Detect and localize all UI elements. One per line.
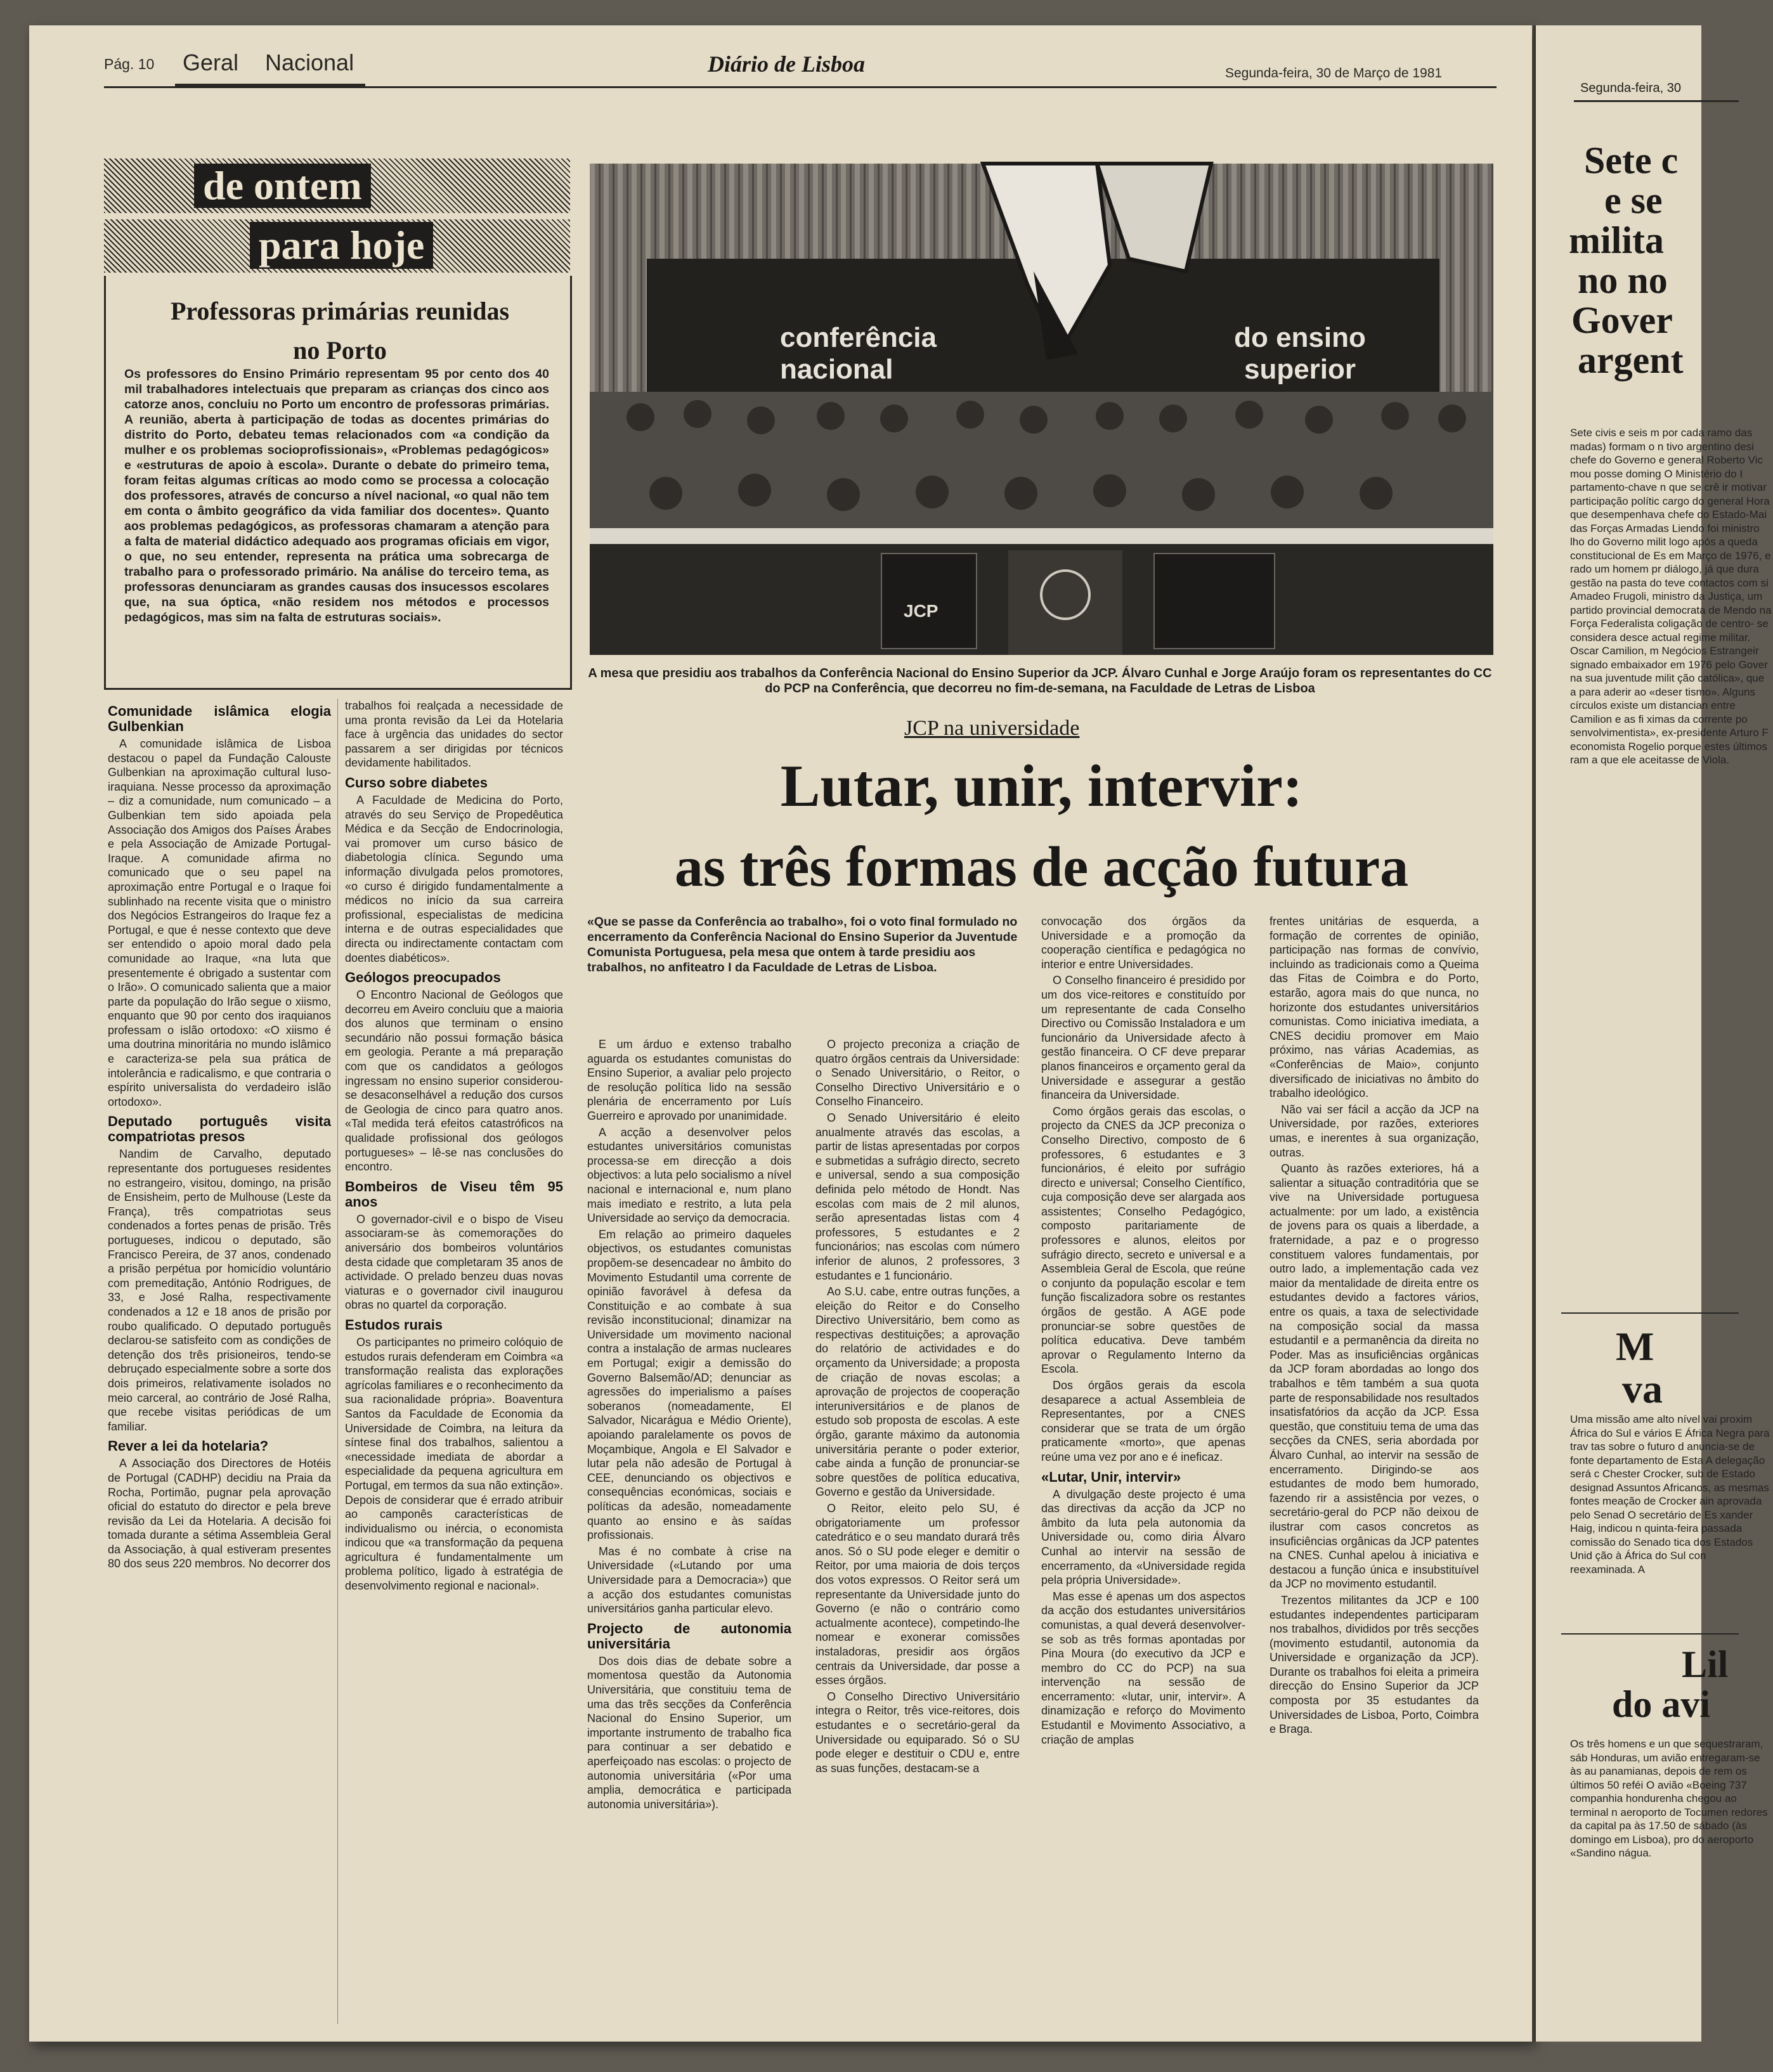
brief-title: Estudos rurais xyxy=(345,1316,443,1333)
article-paragraph: O Reitor, eleito pelo SU, é obrigatoriamente um professor catedrático e o seu mandato durará três anos. Só o SU pode eleger e demitir o Reitor, por uma maioria de dois terços dos votos expressos. O Reitor será um representante da Universidade junto do Governo (e não o contrário como actualmente acontece), competindo-lhe nomear e exonerar comissões instaladoras, presidir aos órgãos centrais da Universidade, dar posse a esses órgãos. xyxy=(815,1502,1020,1687)
strip-article-2: Uma missão ame alto nível vai proxim África do Sul e vários E África Negra para trav tas sobre o futuro d anuncia-se de fonte departamento de Esta A delegação será c Chester Crocker, sub de Estado designad Assuntos Africanos, as mesmas fontes meação de Crocker ain aprovada pelo Senad O secretário de Es xander Haig, indicou n quinta-feira passada comissão do Senado tica dos Estados Unid ção à África do Sul con reexaminada. A xyxy=(1570,1413,1770,1576)
section-label-geral: Geral xyxy=(183,49,239,75)
article-headline-line2: as três formas de acção futura xyxy=(674,836,1409,898)
briefs-column-left xyxy=(108,699,331,2043)
brief-body: Nandim de Carvalho, deputado representante dos portugueses residentes no estrangeiro, visitou, domingo, na prisão de Ensisheim, perto de Mulhouse (Leste da França), três compatriotas seus condenados a fortes penas de prisão. Três portugueses, indicou o deputado, são Francisco Pereira, de 37 anos, condenado a prisão perpétua por homicídio voluntário com premeditação, António Rodrigues, de 33, e José Ralha, respectivamente condenados a 12 e 18 anos de prisão por roubo qualificado. O deputado português declarou-se satisfeito com as condições de detenção dos três prisioneiros, tendo-se debruçado especialmente sobre a sorte dos dois primeiros, relativamente isolados no meio carceral, ao contrário de José Ralha, que recebe visitas periódicas de um familiar. xyxy=(108,1148,331,1433)
headline-line: Sete c xyxy=(1584,139,1679,181)
header-rule-accent xyxy=(175,84,365,87)
newspaper-page xyxy=(29,25,1532,2042)
photo-banner-text-right: do ensino superior xyxy=(1234,322,1366,385)
brief-body: A Faculdade de Medicina do Porto, através do seu Serviço de Propedêutica Médica e da Secção de Endocrinologia, vai promover um curso básico de diabetologia clínica. Segundo uma informação divulgada pelos promotores, «o curso é dirigido fundamentalmente a médicos no início da sua carreira profissional, especialistas de medicina interna e de outras especialidades que directa ou indirectamente contactam com doentes diabéticos». xyxy=(345,793,563,964)
brief-bombeiros xyxy=(345,1179,563,1312)
brief-body: O Encontro Nacional de Geólogos que decorreu em Aveiro concluiu que a maioria dos alunos que terminam o ensino secundário não possui formação básica em geologia. Perante a má preparação com que os candidatos a geólogos ingressam no ensino superior considerou-se desaconselhável a redução dos cursos de Geologia de cinco para quatro anos. «Tal medida terá efeitos catastróficos na qualidade profissional dos geólogos portugueses» – lê-se nas conclusões do encontro. xyxy=(345,988,563,1174)
headline-line: Gover xyxy=(1571,299,1673,341)
article-paragraph: A acção a desenvolver pelos estudantes universitários comunistas processa-se em direcção a dois objectivos: a luta pelo socialismo a nível nacional e internacional e, num plano mais imediato e restrito, a luta pela Universidade ao serviço da democracia. xyxy=(587,1125,791,1225)
article-paragraph: A divulgação deste projecto é uma das directivas da acção da JCP no âmbito da luta pela autonomia da Universidade ou, como diria Álvaro Cunhal ao intervir na sessão de encerramento, da «Universidade regida pela própria Universidade». xyxy=(1041,1487,1245,1587)
adjacent-page-strip xyxy=(1536,25,1772,2042)
article-column-2 xyxy=(815,1037,1020,2039)
brief-body: A Associação dos Directores de Hotéis de Portugal (CADHP) decidiu na Praia da Rocha, Portimão, pugnar pela aprovação oficial do estatuto do director e pela breve revisão da Lei da Hotelaria. A decisão foi tomada durante a sétima Assembleia Geral da Associação, à qual estiveram presentes 80 dos seus 220 membros. No decorrer dos xyxy=(108,1457,331,1570)
strip-divider xyxy=(1561,1312,1739,1314)
article-paragraph: Dos órgãos gerais da escola desaparece a actual Assembleia de Representantes, por a CNES considerar que se trata de um órgão praticamente «morto», que apenas reúne uma vez por ano e é ineficaz. xyxy=(1041,1379,1245,1463)
headline-line: va xyxy=(1622,1366,1663,1412)
brief-geologos xyxy=(345,970,563,1174)
brief-deputy xyxy=(108,1114,331,1434)
section-label-nacional: Nacional xyxy=(265,49,354,75)
article-paragraph: Mas esse é apenas um dos aspectos da acção dos estudantes universitários comunistas, a qual deverá desenvolver-se sob as três formas apontadas por Pina Moura (do executivo da JCP e membro do CC do PCP) na sua intervenção na sessão de encerramento: «lutar, unir, intervir». A dinamização e reforço do Movimento Estudantil e Movimento Associativo, a criação de amplas xyxy=(1041,1590,1245,1746)
article-column-1 xyxy=(587,1037,791,2039)
strip-article-3: Os três homens e un que sequestraram, sáb Honduras, um avião entregaram-se às au panamianas, depois de rem os últimos 50 reféi O avião «Boeing 737 companhia hondurenha chegou ao terminal n aeroporto de Tocumen redores da capital pa às 17.50 de sábado (às domingo em Lisboa), pro do aeroporto «Sandino nágua. xyxy=(1570,1738,1768,1859)
headline-line: Lil xyxy=(1682,1643,1729,1685)
article-paragraph: Como órgãos gerais das escolas, o projecto da CNES da JCP preconiza o Conselho Directivo, composto de 6 professores, 6 estudantes e 3 funcionários, é eleito por sufrágio directo e universal; Conselho Científico, cuja composição deve ser alargada aos assistentes; Conselho Pedagógico, composto paritariamente de professores e alunos, eleitos por sufrágio directo, secreto e universal e a Assembleia Geral de Escola, que reúne o conjunto da população escolar e tem função fiscalizadora sobre os restantes órgãos de gestão. A AGE pode pronunciar-se sobre questões de política educativa. Deve também aprovar o Regulamento Interno da Escola. xyxy=(1041,1104,1245,1376)
photo-caption: A mesa que presidiu aos trabalhos da Conferência Nacional do Ensino Superior da JCP. Álvaro Cunhal e Jorge Araújo foram os representantes do CC do PCP na Conferência, que decorreu no fim-de-semana, na Faculdade de Letras de Lisboa xyxy=(588,666,1492,696)
headline-line: argent xyxy=(1578,339,1684,381)
headline-line: e se xyxy=(1604,179,1663,221)
photo-banner-text-left: conferência nacional xyxy=(780,322,937,385)
brief-islamic xyxy=(108,704,331,1109)
headline-line: M xyxy=(1616,1324,1654,1369)
brief-title: Curso sobre diabetes xyxy=(345,774,488,791)
banner-label-line2: para hoje xyxy=(250,222,433,269)
lead-body: Os professores do Ensino Primário representam 95 por cento dos 40 mil trabalhadores intelectuais que preparam as crianças dos cinco aos catorze anos, concluiu no Porto um encontro de professoras primárias. A reunião, aberta à participação de todas as docentes primárias do distrito do Porto, debateu temas relacionados com «a condição da mulher e os problemas socioprofissionais», «Problemas pedagógicos» e «estruturas de apoio à escola». Durante o debate do primeiro tema, foram feitas algumas críticas ao modo como se processa a colocação dos professores, através de concurso a nível nacional, «o qual não tem em conta o âmbito geográfico da vida familiar dos docentes». Quanto aos problemas pedagógicos, as professoras chamaram a atenção para a falta de material didáctico adequado aos programas oficiais em vigor, o que, no seu entender, representa na prática uma sobrecarga de trabalho para o professorado primário. Na análise do terceiro tema, as professoras denunciaram as grandes causas dos insucessos escolares que, na sua óptica, «não residem nos métodos e processos pedagógicos, mas sim na falta de estruturas sociais». xyxy=(124,367,549,625)
conference-photo xyxy=(590,164,1493,655)
brief-hotelaria xyxy=(108,1439,331,1571)
article-paragraph: O projecto preconiza a criação de quatro órgãos centrais da Universidade: o Senado Universitário, o Reitor, o Conselho Directivo Universitário e o Conselho Financeiro. xyxy=(815,1038,1020,1108)
article-column-4 xyxy=(1270,914,1479,2039)
lead-title: Professoras primárias reunidas no Porto xyxy=(170,297,510,365)
issue-date: Segunda-feira, 30 de Março de 1981 xyxy=(1225,66,1443,81)
strip-headline-2 xyxy=(1616,1325,1663,1410)
article-paragraph: O Senado Universitário é eleito anualmente através das escolas, a partir de listas apresentadas por corpos e submetidas a sufrágio directo, secreto e universal, sendo a sua composição definida pelo método de Hondt. Nas escolas com mais de 2 mil alunos, serão apresentadas listas com 4 professores, 5 estudantes e 2 funcionários; nas escolas com número inferior de alunos, 2 professores, 3 estudantes e 1 funcionário. xyxy=(815,1111,1020,1282)
banner-label-line1: de ontem xyxy=(194,164,371,208)
brief-body: Os participantes no primeiro colóquio de estudos rurais defenderam em Coimbra «a transformação realista das explorações agrícolas familiares e o reconhecimento da sua racionalidade própria». Boaventura Santos da Faculdade de Economia da Universidade de Coimbra, na leitura da síntese final dos trabalhos, salientou a «necessidade imediata de abordar a especialidade da pequena agricultura em Portugal, em termos da sua não extinção». Depois de considerar que é errado atribuir ao camponês características de individualismo ou inércia, o economista indicou que «a transformação da pequena agricultura é fundamentalmente um problema político, ligado à estratégia de desenvolvimento regional e nacional». xyxy=(345,1335,563,1593)
brief-title: Rever a lei da hotelaria? xyxy=(108,1438,269,1454)
conference-photo-drawing xyxy=(590,164,1493,655)
masthead-logo: Diário de Lisboa xyxy=(708,51,865,77)
article-paragraph: convocação dos órgãos da Universidade e a promoção da cooperação científica e pedagógica no interior e entre Universidades. xyxy=(1041,915,1245,971)
article-paragraph: Trezentos militantes da JCP e 100 estudantes independentes participaram nos trabalhos, divididos por três secções (movimento estudantil, autonomia da Universidade e organização da JCP). Durante os trabalhos foi eleita a primeira direcção do Ensino Superior da JCP composta por 35 estudantes da Universidades de Lisboa, Porto, Coimbra e Braga. xyxy=(1270,1593,1479,1736)
headline-line: no no xyxy=(1578,259,1668,301)
strip-headline-3 xyxy=(1612,1645,1728,1725)
article-kicker: JCP na universidade xyxy=(904,716,1080,740)
strip-article-1: Sete civis e seis m por cada ramo das madas) formam o n tivo argentino desi chefe do Governo e general Roberto Vic mou posse doming O Ministério do I partamento-chave n que se crê ir motivar participação polític cargo do general Hora que desempenhava chefe do Estado-Mai das Forças Armadas Liendo foi ministro lho do Governo milit logo após a queda constitucional de Es em Março de 1976, e rado um homem pr diálogo, já que dura gestão na pasta do teve contactos com si Amadeo Frugoli, ministro da Justiça, um partido provincial democrata de Mendo na Força Federalista coligação de centro- se considera desce actual regime militar. Oscar Camilion, m Negócios Estrangeir signado embaixador em 1976 pelo Gover na sua juventude milit ção católica», que a para aderir ao «deser tismo». Alguns círculos existe um distancian entre Camilion e as fi ximas da corrente po senvolvimentista», ex-presidente Arturo F economista Rogelio porque estes últimos ram a que ele aceitasse de Viola. xyxy=(1570,427,1772,766)
article-paragraph: frentes unitárias de esquerda, a formação de correntes de opinião, participação nas formas de convívio, incluindo as tradicionais como a Queima das Fitas de Coimbra e do Porto, estarão, agora mais do que nunca, no horizonte dos estudantes universitários comunistas. Como iniciativa imediata, a CNES decidiu promover em Maio próximo, nas várias Academias, as «Conferências de Maio», conjunto diversificado de iniciativas no âmbito do trabalho ideológico. xyxy=(1270,915,1479,1100)
strip-headline-1 xyxy=(1569,141,1684,380)
brief-title: Comunidade islâmica elogia Gulbenkian xyxy=(108,703,331,734)
article-paragraph: E um árduo e extenso trabalho aguarda os estudantes comunistas do Ensino Superior, a avaliar pelo projecto de resolução política lido na sessão plenária de encerramento por Luís Guerreiro e aprovado por unanimidade. xyxy=(587,1038,791,1122)
article-lead: «Que se passe da Conferência ao trabalho», foi o voto final formulado no encerramento da Conferência Nacional do Ensino Superior da Juventude Comunista Portuguesa, pela mesa que ontem à tarde presidiu aos trabalhos, no anfiteatro I da Faculdade de Letras de Lisboa. xyxy=(587,915,1018,974)
brief-estudos-rurais xyxy=(345,1318,563,1593)
article-headline-line1: Lutar, unir, intervir: xyxy=(780,753,1303,819)
headline-line: milita xyxy=(1569,219,1664,261)
article-subheading: «Lutar, Unir, intervir» xyxy=(1041,1468,1181,1485)
page-number: Pág. 10 xyxy=(104,56,155,72)
column-divider xyxy=(337,699,338,2024)
strip-rule xyxy=(1574,100,1739,102)
brief-title: Deputado português visita compatriotas presos xyxy=(108,1113,331,1145)
headline-line: do avi xyxy=(1612,1683,1711,1725)
strip-date: Segunda-feira, 30 xyxy=(1580,81,1682,95)
brief-title: Geólogos preocupados xyxy=(345,969,501,986)
article-column-3 xyxy=(1041,914,1245,2039)
strip-divider xyxy=(1561,1633,1739,1635)
brief-continuation: trabalhos foi realçada a necessidade de uma pronta revisão da Lei da Hotelaria face à urgência das unidades do sector passarem a ser dirigidas por técnicos devidamente habilitados. xyxy=(345,699,563,770)
briefs-column-middle xyxy=(345,699,563,2043)
article-subheading: Projecto de autonomia universitária xyxy=(587,1620,791,1652)
photo-flag-text: JCP xyxy=(904,601,938,621)
section-banner xyxy=(104,159,570,273)
brief-body: O governador-civil e o bispo de Viseu associaram-se às comemorações do aniversário dos bombeiros voluntários desta cidade que completaram 35 anos de actividade. O prelado benzeu duas novas viaturas e o governador civil inaugurou obras no quartel da corporação. xyxy=(345,1212,563,1312)
article-paragraph: Ao S.U. cabe, entre outras funções, a eleição do Reitor e do Conselho Directivo Universitário, bem como as respectivas destituições; a aprovação do relatório de actividades e do orçamento da Universidade; a proposta de criação de novas escolas; a aprovação de projectos de cooperação interuniversitários e de planos de estudo sob proposta de escolas. A este órgão, garante máximo da autonomia universitária perante o poder exterior, cabe ainda a função de pronunciar-se sobre questões de política educativa, Governo e gestão da Universidade. xyxy=(815,1285,1020,1499)
article-paragraph: Não vai ser fácil a acção da JCP na Universidade, por razões, exteriores umas, e inerentes à sua organização, outras. xyxy=(1270,1103,1479,1159)
brief-title: Bombeiros de Viseu têm 95 anos xyxy=(345,1178,563,1210)
brief-diabetes xyxy=(345,775,563,965)
article-paragraph: O Conselho Directivo Universitário integra o Reitor, três vice-reitores, dois estudantes e o secretário-geral da Universidade ou equiparado. Só o SU pode eleger e destituir o CDU e, entre as suas funções, destacam-se a xyxy=(815,1690,1020,1775)
article-paragraph: O Conselho financeiro é presidido por um dos vice-reitores e constituído por um representante de cada Conselho Directivo ou Comissão Instaladora e um funcionário da Universidade afecto à gestão financeira. O CF deve preparar planos financeiros e orçamento geral da Universidade e assegurar a gestão financeira da Universidade. xyxy=(1041,974,1245,1102)
brief-body: A comunidade islâmica de Lisboa destacou o papel da Fundação Calouste Gulbenkian na aproximação cultural luso-iraquiana. Nesse processo da aproximação – diz a comunidade, num comunicado – a Gulbenkian tem sido apoiada pela Associação dos Amigos dos Países Árabes e pela Associação de Amizade Portugal-Iraque. A comunidade afirma no comunicado que o seu papel na aproximação entre Portugal e o Iraque foi sublinhado na recente visita que o ministro dos Negócios Estrangeiros do Iraque fez a Portugal, e que é nesse contexto que deve ser entendido o apoio moral dado pela comunidade ao Iraque, «na luta que presentemente é obrigado a sustentar com o Irão». O comunicado salienta que a maior parte da população do Irão segue o xiismo, enquanto que 90 por cento dos iraquianos professam o islão ortodoxo: «O xiismo é uma doutrina minoritária no mundo islâmico e caracteriza-se pela sua prática de intolerância e radicalismo, e que contraria o espírito universalista do verdadeiro islão ortodoxo». xyxy=(108,737,331,1108)
article-paragraph: Mas é no combate à crise na Universidade («Lutando por uma Universidade para a Democracia») que a acção dos estudantes comunistas universitários ganha particular elevo. xyxy=(587,1544,791,1616)
article-paragraph: Em relação ao primeiro daqueles objectivos, os estudantes comunistas propõem-se desencadear no âmbito do Movimento Estudantil uma corrente de opinião favorável à defesa da Constituição e ao combate à sua revisão inconstitucional; dinamizar na Universidade um movimento nacional contra a instalação de armas nucleares em Portugal; exigir a demissão do Governo Balsemão/AD; denunciar as agressões do imperialismo a países soberanos (nomeadamente, El Salvador, Nicarágua e Médio Oriente), apoiando paralelamente os povos de Moçambique, Angola e El Salvador e lutar pela não adesão de Portugal à CEE, denunciando os objectivos e consequências económicas, sociais e políticas da adesão, nomeadamente quanto ao ensino e às saídas profissionais. xyxy=(587,1227,791,1542)
article-paragraph: Dos dois dias de debate sobre a momentosa questão da Autonomia Universitária, que constituiu tema de uma das três secções da Conferência Nacional do Ensino Superior, um importante instrumento de trabalho fica para continuar a ser debatido e aperfeiçoado nas escolas: o projecto de autonomia universitária («Por uma amplia, democrática e participada autonomia universitária»). xyxy=(587,1654,791,1811)
article-paragraph: Quanto às razões exteriores, há a salientar a situação contraditória que se vive na Universidade portuguesa actualmente: por um lado, a existência de jovens para os quais a liberdade, a fraternidade, a paz e o progresso constituem valores fundamentais, por outro lado, a implementação cada vez maior da mentalidade de direita entre os estudantes devido a factores vários, entre os quais, a taxa de selectividade na composição social da massa estudantil e a permanência da direita no Poder. Mas as insuficiências orgânicas da JCP foram abordadas ao longo dos trabalhos e têm também a sua quota parte de responsabilidade nos resultados insatisfatórios da acção da JCP. Essa questão, que constituiu tema de uma das secções da CNES, seria abordada por Álvaro Cunhal, ao intervir na sessão de encerramento. Dirigindo-se aos estudantes de modo bem humorado, fazendo rir a assistência por vezes, o secretário-geral do PCP não deixou de ilustrar com casos concretos as insuficiências orgânicas da JCP patentes na CNES. Cunhal apelou à iniciativa e destacou a função única e insubstituível da JCP no movimento estudantil. xyxy=(1270,1162,1479,1591)
